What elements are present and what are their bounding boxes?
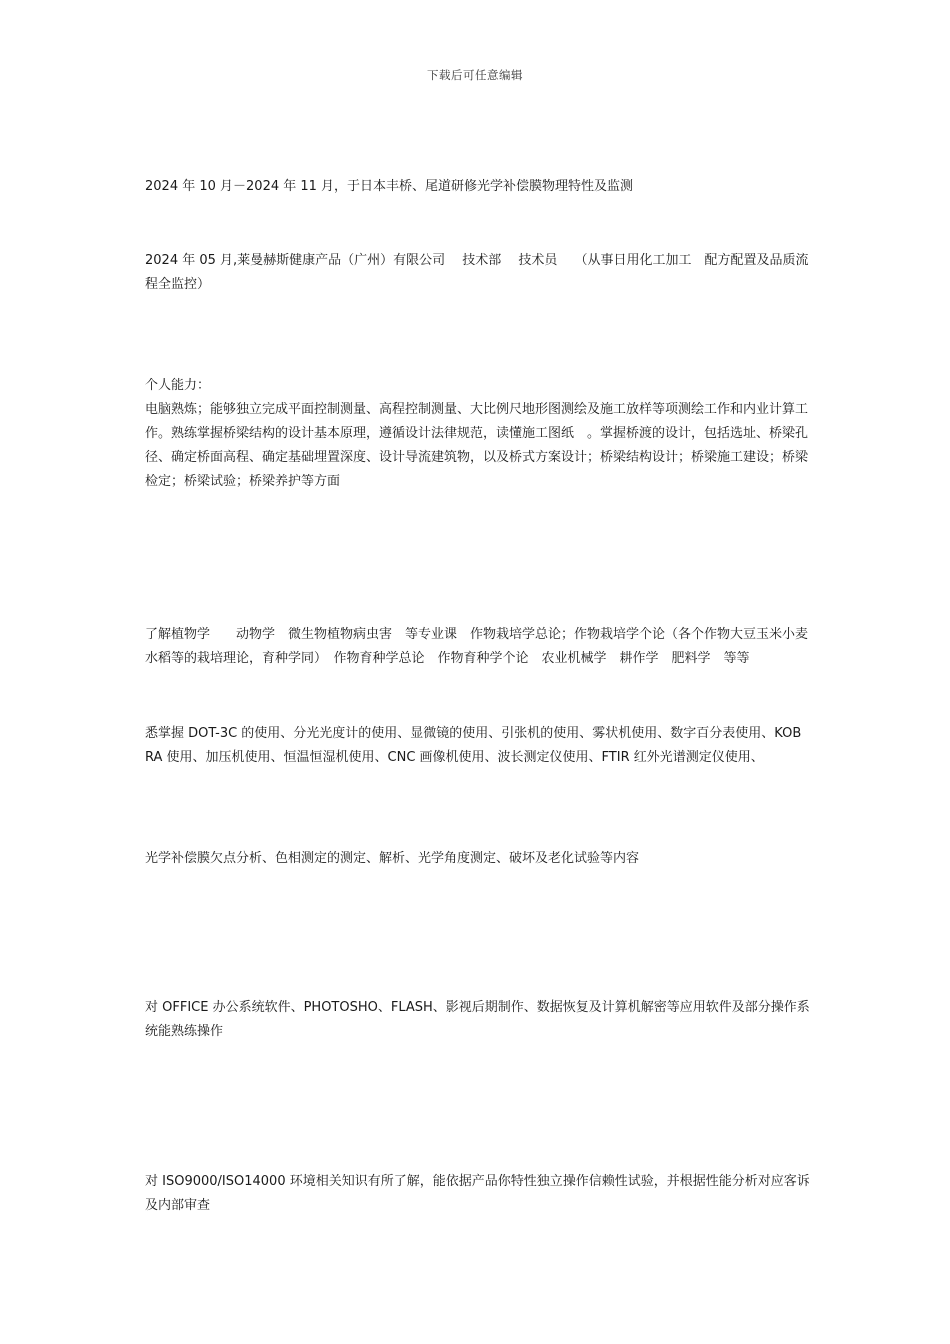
- paragraph-instruments: 悉掌握 DOT-3C 的使用、分光光度计的使用、显微镜的使用、引张机的使用、雾状机使用、数字百分表使用、KOBRA 使用、加压机使用、恒温恒湿机使用、CNC 画像机使用、波长测定仪使用、FTIR 红外光谱测定仪使用、: [145, 726, 802, 765]
- paragraph-agriculture-courses: 了解植物学 动物学 微生物植物病虫害 等专业课 作物栽培学总论；作物栽培学个论（各个作物大豆玉米小麦水稻等的栽培理论，育种学同） 作物育种学总论 作物育种学个论 农业机械学 耕作学 肥料学 等等: [145, 627, 809, 666]
- paragraph-employment: 2024 年 05 月,莱曼赫斯健康产品（广州）有限公司 技术部 技术员 （从事日用化工加工 配方配置及品质流程全监控）: [145, 253, 809, 292]
- paragraph-training: 2024 年 10 月－2024 年 11 月，于日本丰桥、尾道研修光学补偿膜物理特性及监测: [145, 179, 634, 194]
- paragraph-iso-knowledge: 对 ISO9000/ISO14000 环境相关知识有所了解，能依据产品你特性独立操作信赖性试验，并根据性能分析对应客诉及内部审查: [145, 1174, 810, 1213]
- paragraph-personal-ability: 个人能力： 电脑熟炼；能够独立完成平面控制测量、高程控制测量、大比例尺地形图测绘及施工放样等项测绘工作和内业计算工作。熟练掌握桥梁结构的设计基本原理，遵循设计法律规范，读懂施工图纸 。掌握桥渡的设计，包括选址、桥梁孔径、确定桥面高程、确定基础埋置深度、设计导流建筑物，以及桥式方案设计；桥梁结构设计；桥梁施工建设；桥梁检定；桥梁试验；桥梁养护等方面: [145, 378, 809, 489]
- header-note: 下载后可任意编辑: [427, 68, 523, 82]
- paragraph-software-skills: 对 OFFICE 办公系统软件、PHOTOSHO、FLASH、影视后期制作、数据恢复及计算机解密等应用软件及部分操作系统能熟练操作: [145, 1000, 810, 1039]
- paragraph-optical-analysis: 光学补偿膜欠点分析、色相测定的测定、解析、光学角度测定、破坏及老化试验等内容: [145, 851, 640, 866]
